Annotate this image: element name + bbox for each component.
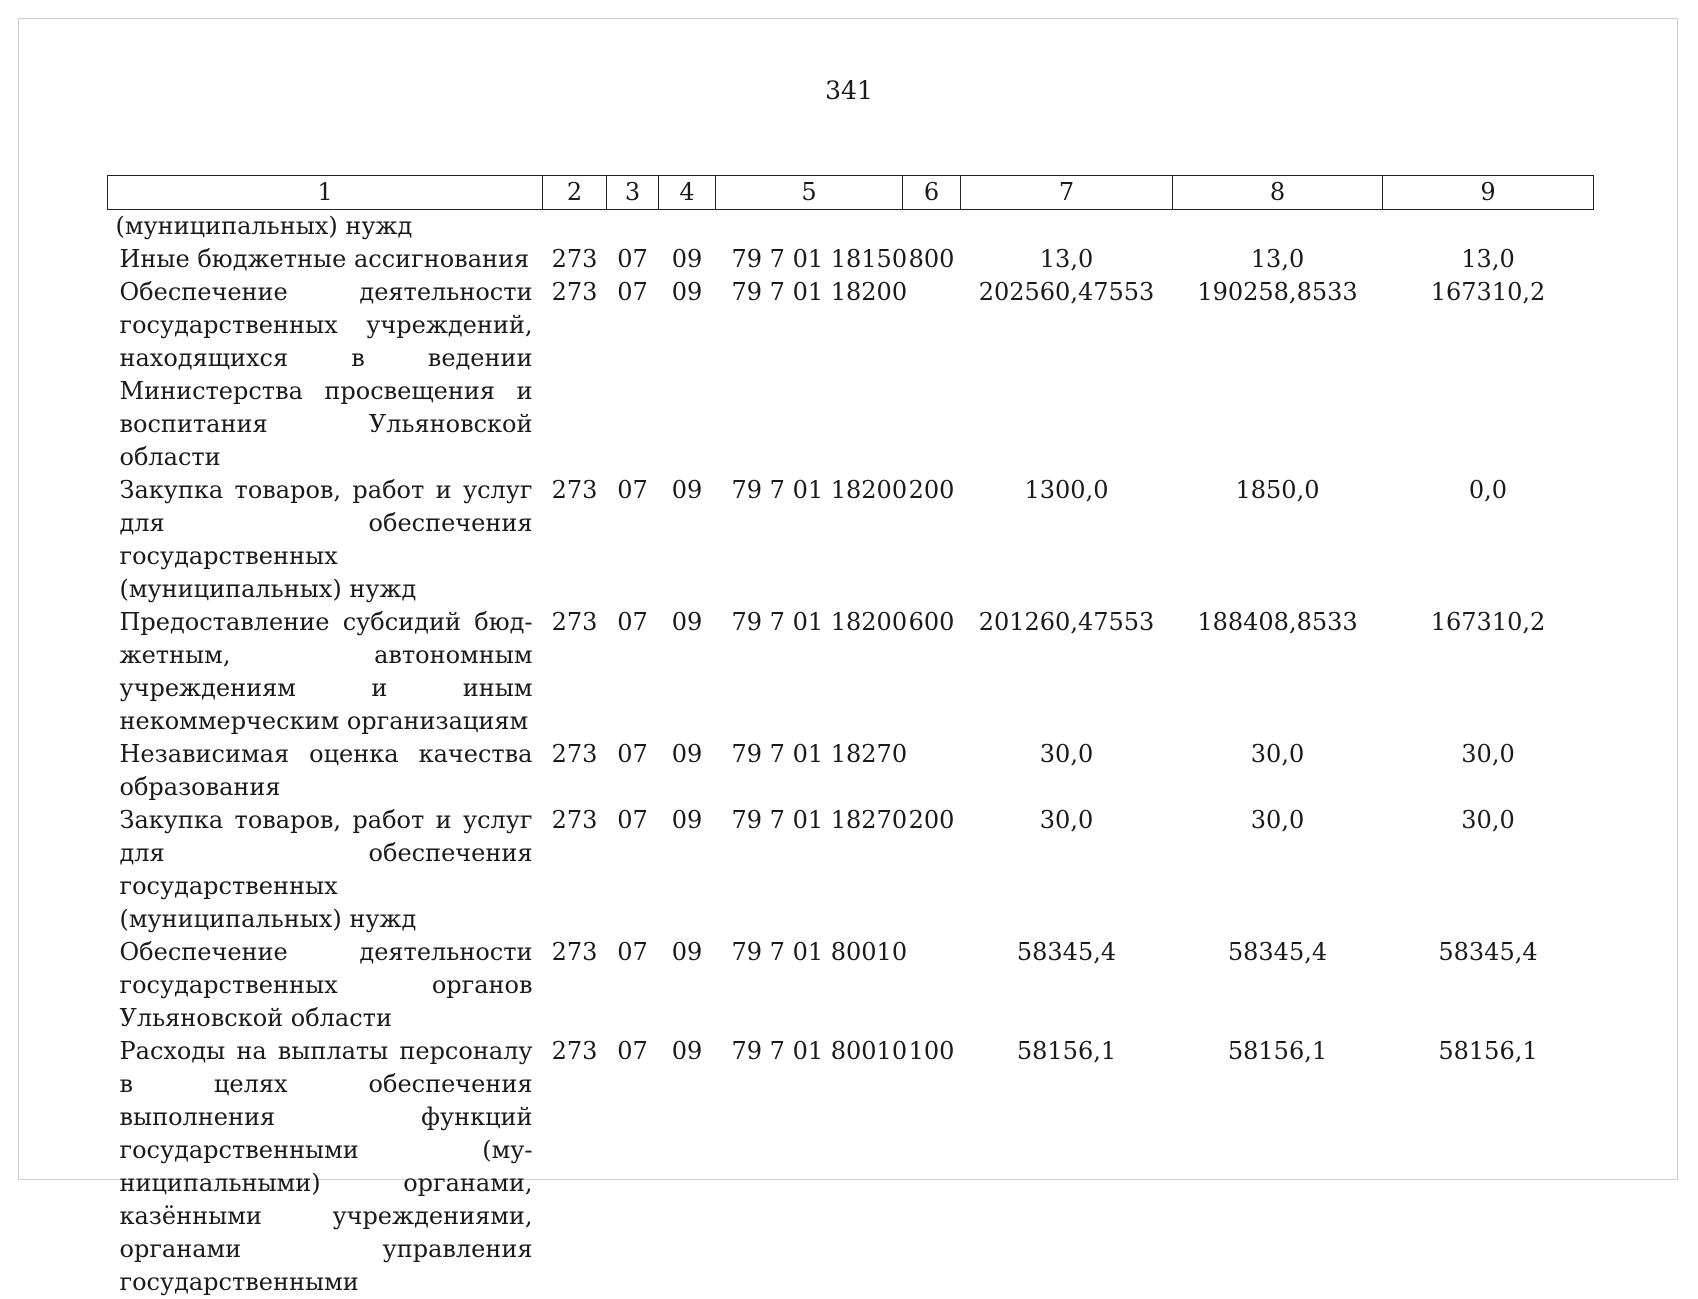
cell-section-code: 07 (607, 474, 659, 606)
header-col-6: 6 (903, 176, 961, 210)
cell-ministry-code: 273 (543, 276, 607, 474)
cell-target-article: 79 7 01 18150 (716, 243, 903, 276)
table-row (108, 738, 1594, 804)
cell-amount-col7: 58345,4 (961, 936, 1173, 1035)
cell-expense-type (903, 276, 961, 474)
cell-amount-col7: 30,0 (961, 738, 1173, 804)
table-header (108, 176, 1594, 210)
cell-amount-col9: 30,0 (1383, 738, 1594, 804)
cell-section-code: 07 (607, 738, 659, 804)
cell-ministry-code (543, 210, 607, 244)
cell-amount-col8: 58156,1 (1173, 1035, 1383, 1299)
cell-ministry-code: 273 (543, 474, 607, 606)
cell-amount-col8: 30,0 (1173, 804, 1383, 936)
cell-amount-col7: 13,0 (961, 243, 1173, 276)
cell-subsection-code: 09 (659, 606, 716, 738)
cell-name: Закупка товаров, работ и услуг для обеспечения государственных (муниципальных) нужд (108, 474, 543, 606)
cell-target-article (716, 210, 903, 244)
cell-section-code: 07 (607, 276, 659, 474)
cell-target-article: 79 7 01 18200 (716, 474, 903, 606)
cell-expense-type: 800 (903, 243, 961, 276)
header-col-3: 3 (607, 176, 659, 210)
table-row (108, 1035, 1594, 1299)
cell-subsection-code: 09 (659, 243, 716, 276)
cell-expense-type: 100 (903, 1035, 961, 1299)
header-col-9: 9 (1383, 176, 1594, 210)
cell-expense-type (903, 738, 961, 804)
table-row (108, 474, 1594, 606)
cell-name: Предоставление субсидий бюджетным, автономным учреждениям и иным некоммерческим организациям (108, 606, 543, 738)
table-row (108, 936, 1594, 1035)
cell-subsection-code: 09 (659, 738, 716, 804)
cell-section-code: 07 (607, 243, 659, 276)
cell-name: Закупка товаров, работ и услуг для обеспечения государственных (муниципальных) нужд (108, 804, 543, 936)
header-col-4: 4 (659, 176, 716, 210)
table-row (108, 606, 1594, 738)
cell-target-article: 79 7 01 18270 (716, 804, 903, 936)
table-row (108, 210, 1594, 244)
cell-section-code: 07 (607, 804, 659, 936)
cell-subsection-code: 09 (659, 1035, 716, 1299)
cell-name: Расходы на выплаты персоналу в целях обеспечения выполнения функций государственными (муниципальными) органами, казёнными учреждениями, органами управления государственными (108, 1035, 543, 1299)
budget-table (107, 175, 1594, 1299)
cell-amount-col9: 0,0 (1383, 474, 1594, 606)
page-number: 341 (0, 76, 1698, 105)
cell-amount-col7: 30,0 (961, 804, 1173, 936)
cell-amount-col8 (1173, 210, 1383, 244)
cell-amount-col8: 190258,8533 (1173, 276, 1383, 474)
cell-amount-col9: 58345,4 (1383, 936, 1594, 1035)
header-col-1: 1 (108, 176, 543, 210)
cell-name: Иные бюджетные ассигнования (108, 243, 543, 276)
cell-amount-col9: 167310,2 (1383, 276, 1594, 474)
cell-name: Обеспечение деятельности государственных органов Ульяновской области (108, 936, 543, 1035)
cell-target-article: 79 7 01 80010 (716, 936, 903, 1035)
table-row (108, 276, 1594, 474)
cell-amount-col9: 30,0 (1383, 804, 1594, 936)
cell-amount-col8: 188408,8533 (1173, 606, 1383, 738)
cell-ministry-code: 273 (543, 936, 607, 1035)
cell-name: Независимая оценка качества образования (108, 738, 543, 804)
cell-amount-col8: 1850,0 (1173, 474, 1383, 606)
cell-expense-type: 200 (903, 804, 961, 936)
cell-subsection-code: 09 (659, 276, 716, 474)
cell-section-code: 07 (607, 606, 659, 738)
cell-ministry-code: 273 (543, 738, 607, 804)
cell-amount-col9 (1383, 210, 1594, 244)
cell-amount-col7: 1300,0 (961, 474, 1173, 606)
cell-amount-col9: 58156,1 (1383, 1035, 1594, 1299)
cell-amount-col8: 13,0 (1173, 243, 1383, 276)
cell-target-article: 79 7 01 18270 (716, 738, 903, 804)
budget-table-container (107, 175, 1593, 1299)
cell-target-article: 79 7 01 80010 (716, 1035, 903, 1299)
table-header-row (108, 176, 1594, 210)
cell-amount-col7: 58156,1 (961, 1035, 1173, 1299)
table-body (108, 210, 1594, 1299)
cell-section-code (607, 210, 659, 244)
cell-amount-col7: 202560,47553 (961, 276, 1173, 474)
cell-amount-col9: 13,0 (1383, 243, 1594, 276)
table-row (108, 804, 1594, 936)
cell-expense-type (903, 936, 961, 1035)
header-col-2: 2 (543, 176, 607, 210)
cell-ministry-code: 273 (543, 243, 607, 276)
cell-amount-col9: 167310,2 (1383, 606, 1594, 738)
cell-expense-type: 600 (903, 606, 961, 738)
cell-name: (муниципальных) нужд (108, 210, 543, 244)
header-col-7: 7 (961, 176, 1173, 210)
cell-ministry-code: 273 (543, 804, 607, 936)
header-col-5: 5 (716, 176, 903, 210)
cell-section-code: 07 (607, 1035, 659, 1299)
cell-expense-type (903, 210, 961, 244)
cell-section-code: 07 (607, 936, 659, 1035)
cell-subsection-code (659, 210, 716, 244)
header-col-8: 8 (1173, 176, 1383, 210)
cell-ministry-code: 273 (543, 1035, 607, 1299)
cell-expense-type: 200 (903, 474, 961, 606)
cell-amount-col7 (961, 210, 1173, 244)
cell-target-article: 79 7 01 18200 (716, 276, 903, 474)
cell-amount-col8: 58345,4 (1173, 936, 1383, 1035)
cell-subsection-code: 09 (659, 936, 716, 1035)
cell-amount-col7: 201260,47553 (961, 606, 1173, 738)
table-row (108, 243, 1594, 276)
cell-subsection-code: 09 (659, 474, 716, 606)
cell-name: Обеспечение деятельности государственных учреждений, находящихся в ведении Министерства просвещения и воспитания Ульяновской области (108, 276, 543, 474)
cell-amount-col8: 30,0 (1173, 738, 1383, 804)
cell-target-article: 79 7 01 18200 (716, 606, 903, 738)
cell-ministry-code: 273 (543, 606, 607, 738)
cell-subsection-code: 09 (659, 804, 716, 936)
